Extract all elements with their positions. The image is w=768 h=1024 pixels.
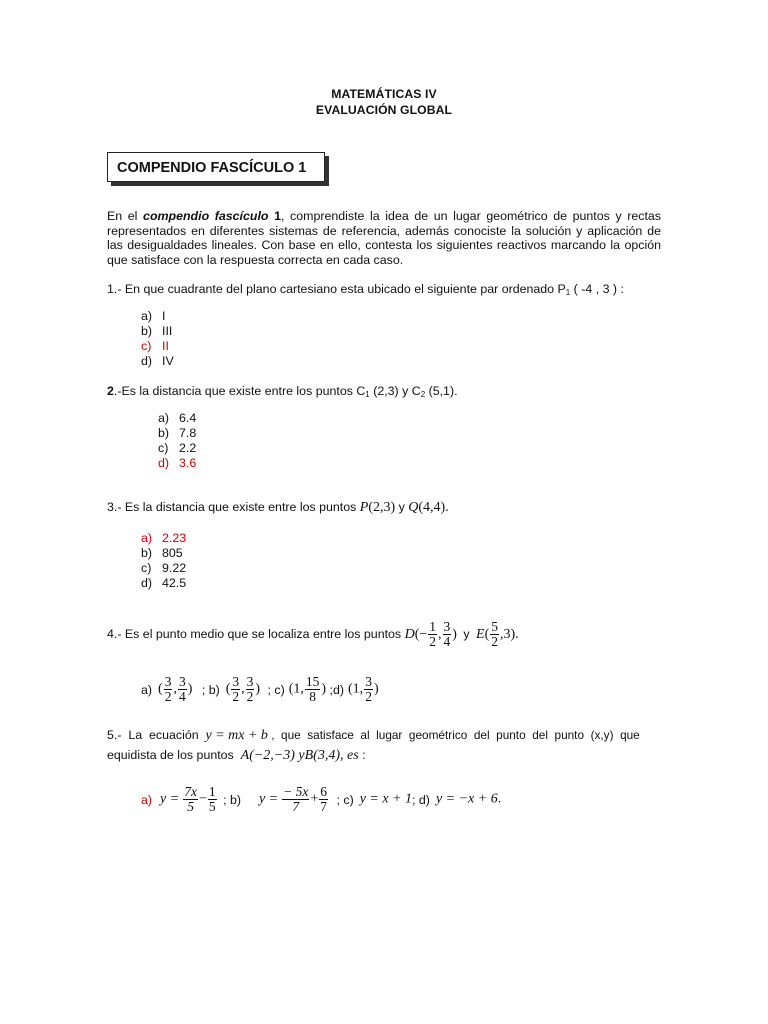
q5-equation: y = mx + b <box>205 728 268 743</box>
q3-point-q: Q <box>408 500 419 515</box>
q4-b-frac1: $\frac{3}{2}$ <box>232 674 240 704</box>
q4-option-a-label[interactable]: a) <box>141 682 153 697</box>
q1-tail: ( -4 , 3 ) : <box>570 282 624 296</box>
q4-a-open: ( <box>158 681 163 697</box>
q1-option-d[interactable]: d) IV <box>141 354 174 368</box>
intro-paragraph <box>107 209 661 267</box>
q5-end: . <box>497 791 502 807</box>
q3-option-a[interactable]: a) 2.23 <box>141 531 187 545</box>
q5-a-frac2: $\frac{1}{5}$ <box>208 784 216 814</box>
q2-option-d[interactable]: d) 3.6 <box>158 456 197 470</box>
question-5-line2 <box>107 748 366 764</box>
intro-lead: En el <box>107 209 144 223</box>
q3-option-c[interactable]: c) 9.22 <box>141 561 187 575</box>
q4-option-b-label[interactable]: ; b) <box>201 682 220 697</box>
q5-b-plus: + <box>310 791 319 807</box>
q5-option-c-label[interactable]: ; c) <box>336 792 354 807</box>
intro-number: 1 <box>268 209 281 223</box>
q4-dd-close: ) <box>373 681 379 697</box>
section-title: COMPENDIO FASCÍCULO 1 <box>117 160 307 176</box>
q5-c-equation: y = x + 1 <box>359 791 413 807</box>
q5-option-b-label[interactable]: ; b) <box>223 792 241 807</box>
q5-text2: , que satisface al lugar geométrico del punto del punto (x,y) que <box>267 728 640 742</box>
q4-option-c-label[interactable]: ; c) <box>267 682 285 697</box>
q1-options <box>141 309 174 369</box>
q3-and: y <box>395 500 409 514</box>
q2-number: 2 <box>107 384 114 398</box>
q5-a-minus: − <box>198 791 207 807</box>
q5-d-equation: y = −x + 6 <box>435 791 498 807</box>
q4-d-frac1: $\frac{1}{2}$ <box>429 619 436 649</box>
q5-b-frac1: $\frac{- 5x}{7}$ <box>283 784 309 814</box>
q4-b-close: ) <box>255 681 261 697</box>
q5-text3: equidista de los puntos <box>107 748 241 762</box>
q2-options <box>158 411 196 471</box>
q5-option-a-label[interactable]: a) <box>141 792 153 807</box>
q1-option-a[interactable]: a) I <box>141 309 166 323</box>
section-title-box <box>107 152 325 182</box>
q2-option-a[interactable]: a) 6.4 <box>158 411 197 425</box>
q1-option-c[interactable]: c) II <box>141 339 169 353</box>
q4-d-frac2: $\frac{3}{4}$ <box>443 619 451 649</box>
subject-title: MATEMÁTICAS IV <box>331 87 437 101</box>
q4-b-frac2: $\frac{3}{2}$ <box>246 674 254 704</box>
exam-title: EVALUACIÓN GLOBAL <box>315 103 453 117</box>
q4-c-close: ) <box>321 681 327 697</box>
q4-e-frac: $\frac{5}{2}$ <box>491 619 499 649</box>
q4-a-close: ) <box>187 681 193 697</box>
q4-d-open: (− <box>414 627 428 642</box>
q4-point-e: E <box>476 627 485 642</box>
intro-emphasis: compendio fascículo <box>143 209 269 223</box>
q4-b-comma: , <box>241 681 245 697</box>
q3-point-p-coords: (2,3) <box>368 500 396 515</box>
q2-text: .-Es la distancia que existe entre los puntos C <box>113 384 366 398</box>
q1-subscript: 1 <box>565 288 571 297</box>
q4-dd-frac: $\frac{3}{2}$ <box>365 674 372 704</box>
q2-sub2: 2 <box>420 390 426 399</box>
q2-option-b[interactable]: b) 7.8 <box>158 426 197 440</box>
q5-text1: 5.- La ecuación <box>107 728 206 742</box>
q4-c-open: (1, <box>288 681 304 697</box>
q5-b-lhs: y = <box>258 791 279 807</box>
q4-option-d-label[interactable]: ;d) <box>329 682 345 697</box>
q4-e-close: ,3). <box>500 627 519 642</box>
q4-e-open: ( <box>484 627 490 642</box>
q3-option-b[interactable]: b) 805 <box>141 546 183 560</box>
q3-options <box>141 531 186 591</box>
q5-a-frac1: $\frac{7x}{5}$ <box>184 784 197 814</box>
q5-a-lhs: y = <box>160 791 180 807</box>
q3-text: 3.- Es la distancia que existe entre los puntos <box>107 500 360 514</box>
q4-a-frac2: $\frac{3}{4}$ <box>178 674 186 704</box>
q4-a-comma: , <box>173 681 177 697</box>
q1-text: 1.- En que cuadrante del plano cartesiano esta ubicado el siguiente par ordenado P <box>107 282 566 296</box>
q4-dd-open: (1, <box>348 681 364 697</box>
q5-colon: : <box>358 748 366 762</box>
q4-and: y <box>463 627 470 641</box>
q5-points: A(−2,−3) yB(3,4), es <box>240 748 359 763</box>
q4-c-frac: $\frac{15}{8}$ <box>305 674 320 704</box>
q5-options <box>141 785 501 814</box>
q2-option-c[interactable]: c) 2.2 <box>158 441 197 455</box>
q4-text: 4.- Es el punto medio que se localiza entre los puntos <box>107 627 405 641</box>
q1-option-b[interactable]: b) III <box>141 324 173 338</box>
q4-point-d: D <box>404 627 415 642</box>
question-2 <box>107 384 458 399</box>
question-5-line1 <box>107 728 661 744</box>
q2-sub1: 1 <box>365 390 370 399</box>
question-1 <box>107 282 624 297</box>
question-3 <box>107 500 449 516</box>
q5-b-frac2: $\frac{6}{7}$ <box>320 784 328 814</box>
question-4 <box>107 620 519 649</box>
q3-option-d[interactable]: d) 42.5 <box>141 576 187 590</box>
q4-options <box>141 675 379 704</box>
q4-a-frac1: $\frac{3}{2}$ <box>164 674 172 704</box>
q4-b-open: ( <box>225 681 231 697</box>
q2-tail: (5,1). <box>425 384 458 398</box>
q4-d-close: ) <box>452 627 457 642</box>
q3-point-q-coords: (4,4) <box>418 500 446 515</box>
q2-mid: (2,3) y C <box>369 384 421 398</box>
q5-option-d-label[interactable]: ; d) <box>412 792 430 807</box>
q3-end: . <box>445 500 449 515</box>
q4-d-comma: , <box>438 627 442 642</box>
q3-point-p: P <box>359 500 369 515</box>
intro-rest: , comprendiste la idea de un lugar geométrico de puntos y rectas representados en diferentes sistemas de referencia, además conociste la solución y aplicación de las desigualdades lineales. Con base en ello, contesta los siguientes reactivos marcando la opción que satisface con la respuesta correcta en cada caso. <box>107 209 662 267</box>
